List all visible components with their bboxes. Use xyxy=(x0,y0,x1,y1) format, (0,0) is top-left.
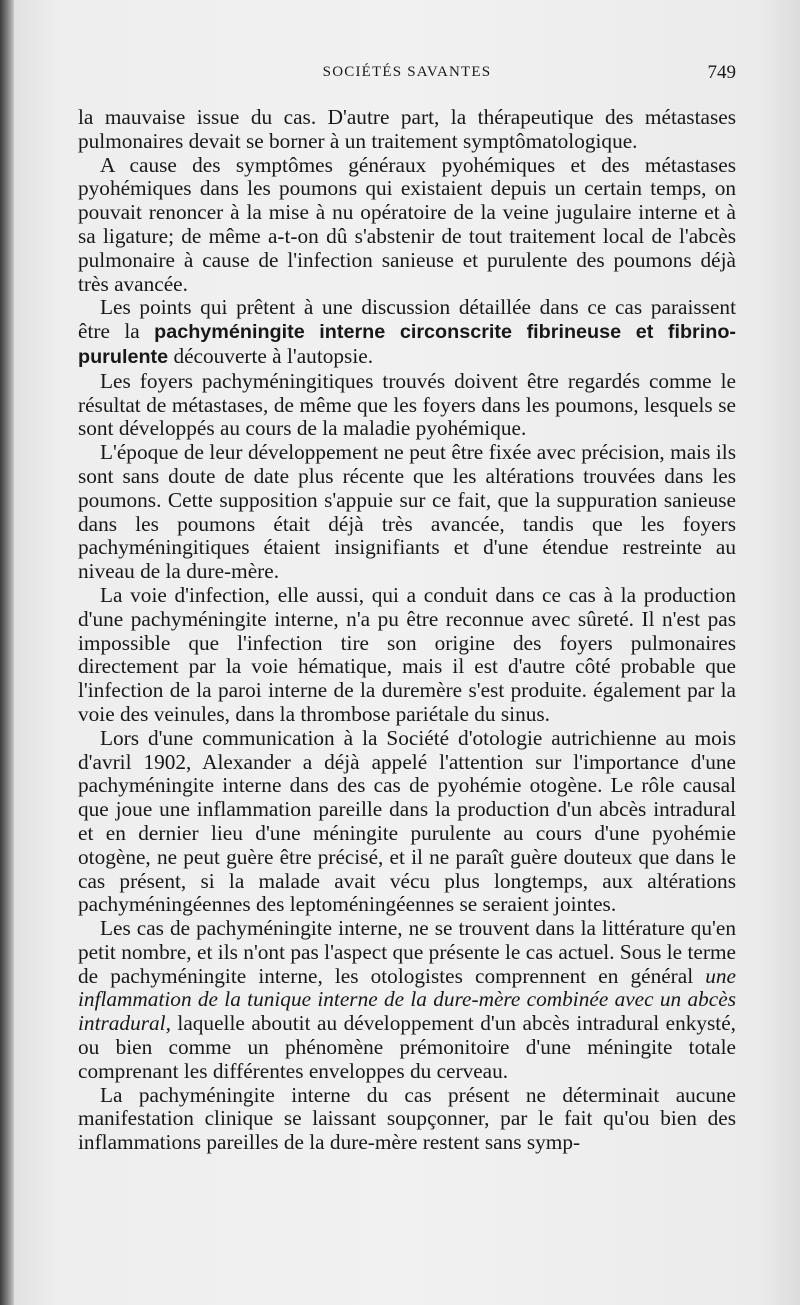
paragraph xyxy=(78,917,736,1084)
paragraph-text: La pachyméningite interne du cas présent ne déterminait aucune manifestation clinique se laissant soupçonner, par le fait qu'ou bien des inflammations pareilles de la dure-mère restent sans symp- xyxy=(78,1082,736,1155)
italic-phrase: une inflammation de la tunique interne de la dure-mère combinée avec un abcès intradural, xyxy=(78,963,736,1036)
paragraph-text: La voie d'infection, elle aussi, qui a conduit dans ce cas à la production d'une pachyméningite interne, n'a pu être reconnue avec sûreté. Il n'est pas impossible que l'infection tire son origine des foyers pulmonaires directement par la voie hématique, mais il est d'autre côté probable que l'infection de la paroi interne de la duremère s'est produite. également par la voie des veinules, dans la thrombose pariétale du sinus. xyxy=(78,582,736,726)
paragraph xyxy=(78,727,736,917)
paragraph xyxy=(78,370,736,441)
running-head-title: SOCIÉTÉS SAVANTES xyxy=(322,64,492,80)
paragraph xyxy=(78,296,736,369)
page-number: 749 xyxy=(707,62,736,83)
paragraph-text: Les foyers pachyméningitiques trouvés doivent être regardés comme le résultat de métastases, de même que les foyers dans les poumons, lesquels se sont développés au cours de la maladie pyohémique. xyxy=(78,368,736,441)
paragraph-text: A cause des symptômes généraux pyohémiques et des métastases pyohémiques dans les poumons qui existaient depuis un certain temps, on pouvait renoncer à la mise à nu opératoire de la veine jugulaire interne et à sa ligature; de même a-t-on dû s'abstenir de tout traitement local de l'abcès pulmonaire à cause de l'infection sanieuse et purulente des poumons déjà très avancée. xyxy=(78,152,736,296)
paragraph-text: laquelle aboutit au développement d'un abcès intradural enkysté, ou bien comme un phénomène prémonitoire d'une méningite totale comprenant les différentes enveloppes du cerveau. xyxy=(78,1011,736,1083)
paragraph-text: Les points qui prêtent à une discussion détaillée dans ce cas paraissent être la xyxy=(78,295,736,344)
paragraph-text: Les cas de pachyméningite interne, ne se trouvent dans la littérature qu'en petit nombre, et ils n'ont pas l'aspect que présente le cas actuel. Sous le terme de pachyméningite interne, les otologistes comprennent en général xyxy=(78,916,736,988)
paragraph xyxy=(78,106,736,154)
paragraph xyxy=(78,584,736,727)
bold-term: pachyméningite interne circonscrite fibrineuse et fibrino-purulente xyxy=(78,321,736,368)
paragraph-text: Lors d'une communication à la Société d'otologie autrichienne au mois d'avril 1902, Alexander a déjà appelé l'attention sur l'importance d'une pachyméningite interne dans des cas de pyohémie otogène. Le rôle causal que joue une inflammation pareille dans la production d'un abcès intradural et en dernier lieu d'une méningite purulente au cours d'une pyohémie otogène, ne peut guère être précisé, et il ne paraît guère douteux que dans le cas présent, si la malade avait vécu plus longtemps, aux altérations pachyméningéennes des leptoméningéennes se seraient jointes. xyxy=(78,725,736,917)
paragraph xyxy=(78,441,736,584)
paragraph xyxy=(78,154,736,297)
running-head xyxy=(78,64,736,88)
paragraph xyxy=(78,1084,736,1155)
paragraph-text: la mauvaise issue du cas. D'autre part, la thérapeutique des métastases pulmonaires devait se borner à un traitement symptômatologique. xyxy=(78,105,736,153)
paragraph-text: L'époque de leur développement ne peut être fixée avec précision, mais ils sont sans doute de date plus récente que les altérations trouvées dans les poumons. Cette supposition s'appuie sur ce fait, que la suppuration sanieuse dans les poumons était déjà très avancée, tandis que les foyers pachyméningitiques étaient insignifiants et d'une étendue restreinte au niveau de la dure-mère. xyxy=(78,440,736,584)
book-spine-shadow xyxy=(0,0,14,1305)
body-text xyxy=(78,106,736,1155)
paragraph-text: découverte à l'autopsie. xyxy=(168,343,374,368)
